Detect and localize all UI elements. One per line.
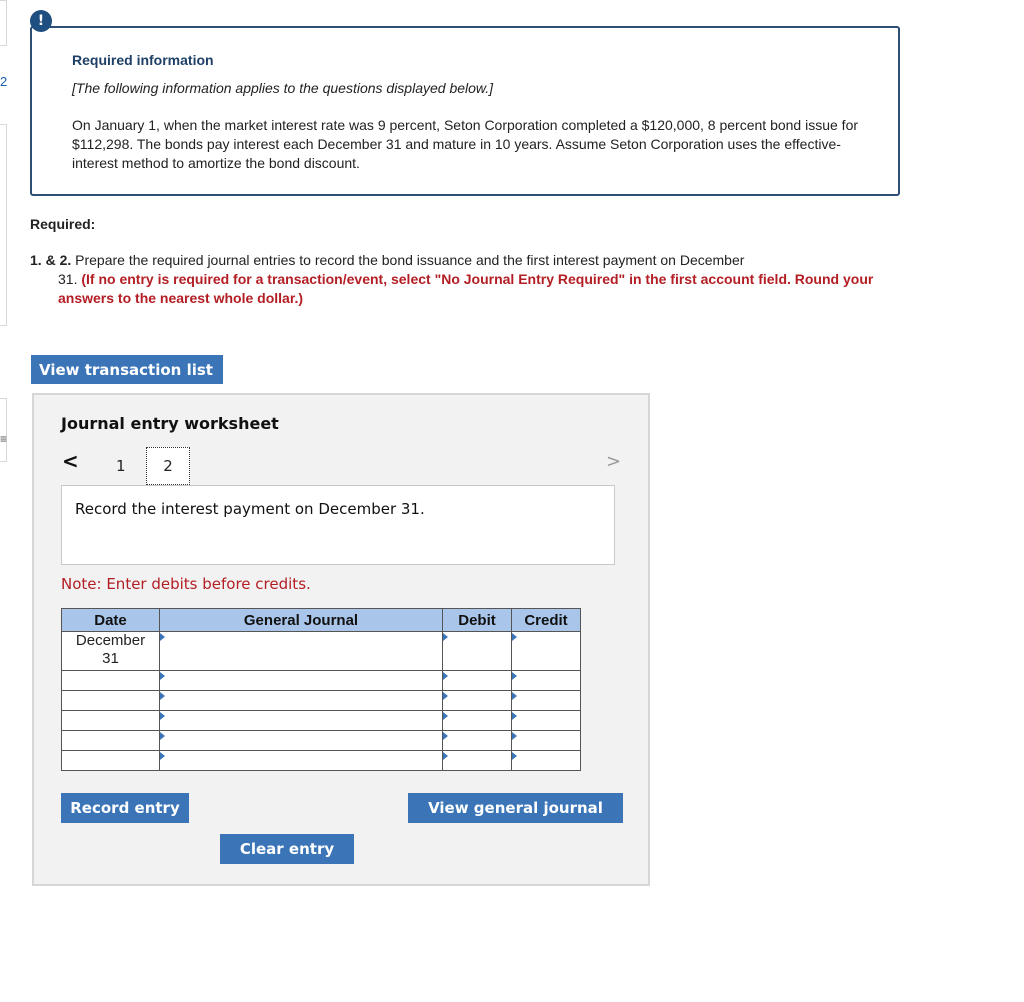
record-entry-button[interactable]: Record entry [61,793,189,823]
column-header-credit: Credit [512,609,581,632]
next-page-icon[interactable]: > [606,451,622,472]
input-marker-icon [443,732,448,740]
account-cell[interactable] [160,731,443,751]
dropdown-marker-icon [160,692,165,700]
date-cell[interactable]: December 31 [62,632,160,671]
required-prompt: Prepare the required journal entries to record the bond issuance and the first interest payment on December [75,252,745,268]
input-marker-icon [512,672,517,680]
account-cell[interactable] [160,691,443,711]
column-header-general-journal: General Journal [160,609,443,632]
info-title: Required information [72,52,214,68]
column-header-date: Date [62,609,160,632]
credit-cell[interactable] [512,691,581,711]
question-number-label: 1. & 2. [30,252,72,268]
date-cell[interactable] [62,751,160,771]
debit-cell[interactable] [443,691,512,711]
account-cell[interactable] [160,751,443,771]
required-prompt-cont: 31. [58,271,78,287]
dropdown-marker-icon [160,752,165,760]
table-row [62,711,581,731]
neighbor-panel-edge [0,0,7,46]
date-cell[interactable] [62,671,160,691]
journal-entry-worksheet [32,393,650,886]
alert-icon: ! [30,10,52,32]
view-transaction-list-button[interactable]: View transaction list [31,355,223,384]
input-marker-icon [512,732,517,740]
credit-cell[interactable] [512,671,581,691]
date-cell[interactable] [62,691,160,711]
required-heading: Required: [30,216,96,232]
previous-page-icon[interactable]: < [62,449,79,473]
input-marker-icon [512,692,517,700]
table-row [62,751,581,771]
input-marker-icon [443,752,448,760]
input-marker-icon [443,712,448,720]
dropdown-marker-icon [160,712,165,720]
dropdown-marker-icon [160,672,165,680]
account-cell[interactable] [160,671,443,691]
debit-cell[interactable] [443,751,512,771]
credit-cell[interactable] [512,731,581,751]
credit-cell[interactable] [512,751,581,771]
view-general-journal-button[interactable]: View general journal [408,793,623,823]
input-marker-icon [512,633,517,641]
debit-credit-note: Note: Enter debits before credits. [61,575,311,593]
required-text [30,251,900,308]
input-marker-icon [443,672,448,680]
table-row [62,632,581,671]
dropdown-marker-icon [160,732,165,740]
debit-cell[interactable] [443,671,512,691]
journal-table [61,608,581,771]
input-marker-icon [512,752,517,760]
required-instruction: (If no entry is required for a transaction/event, select "No Journal Entry Required" in the first account field. Round your answers to the nearest whole dollar.) [58,271,874,306]
info-body: On January 1, when the market interest rate was 9 percent, Seton Corporation completed a $120,000, 8 percent bond issue for $112,298. The bonds pay interest each December 31 and mature in 10 years. Assume Seton Corporation uses the effective-interest method to amortize the bond discount. [72,117,859,171]
table-row [62,671,581,691]
date-cell[interactable] [62,731,160,751]
input-marker-icon [443,692,448,700]
worksheet-page-1[interactable]: 1 [116,457,126,475]
credit-cell[interactable] [512,711,581,731]
column-header-debit: Debit [443,609,512,632]
worksheet-page-2[interactable]: 2 [146,447,190,485]
date-cell[interactable] [62,711,160,731]
info-subtitle: [The following information applies to the questions displayed below.] [72,80,494,96]
debit-cell[interactable] [443,632,512,671]
required-information-box [30,13,900,196]
worksheet-title: Journal entry worksheet [61,414,279,433]
debit-cell[interactable] [443,731,512,751]
dropdown-marker-icon [160,633,165,641]
table-row [62,691,581,711]
neighbor-panel-edge [0,398,7,462]
debit-cell[interactable] [443,711,512,731]
transaction-description: Record the interest payment on December 31. [61,485,615,565]
table-row [62,731,581,751]
clear-entry-button[interactable]: Clear entry [220,834,354,864]
neighbor-panel-edge [0,124,7,326]
credit-cell[interactable] [512,632,581,671]
account-cell[interactable] [160,711,443,731]
input-marker-icon [512,712,517,720]
account-cell[interactable] [160,632,443,671]
input-marker-icon [443,633,448,641]
question-number[interactable]: 2 [0,74,8,89]
menu-icon[interactable]: ≡ [0,432,8,446]
